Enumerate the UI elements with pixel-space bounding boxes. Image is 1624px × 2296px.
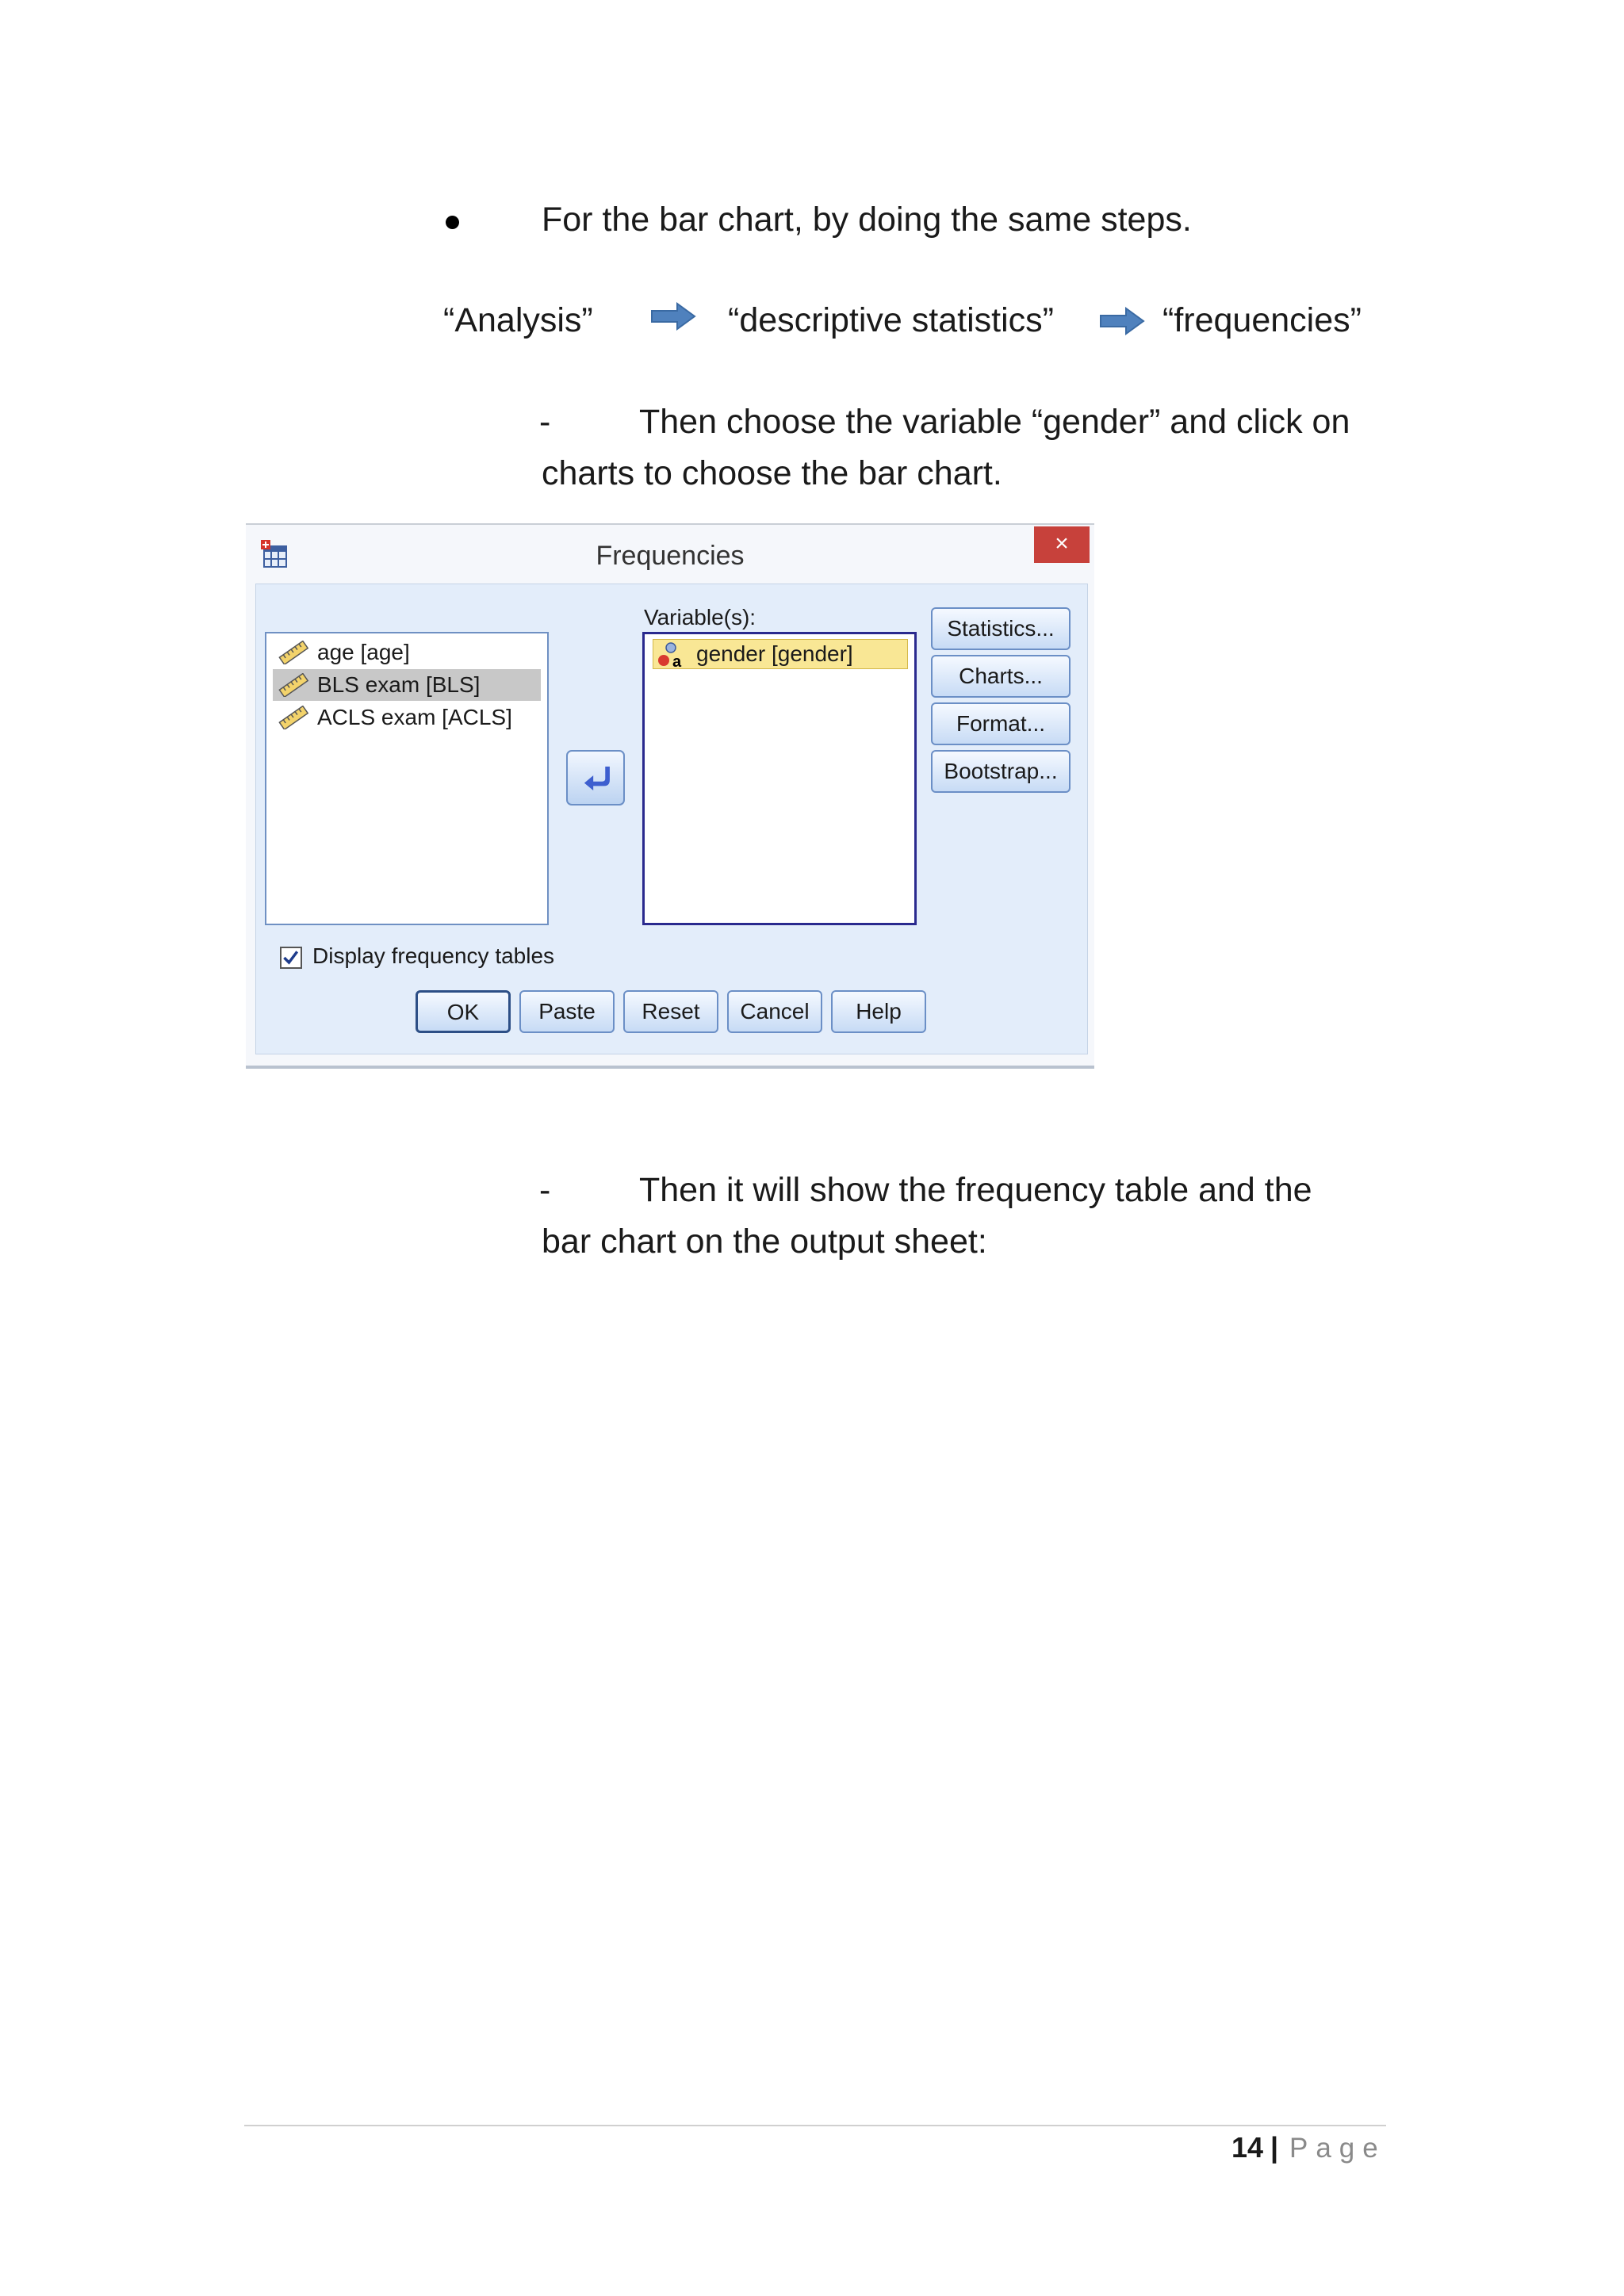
nominal-variable-icon [657, 641, 688, 668]
para2-line1: Then it will show the frequency table and the [639, 1171, 1312, 1209]
ok-button[interactable]: OK [416, 990, 511, 1033]
dash-marker: - [539, 403, 551, 441]
page-label: Page [1289, 2133, 1386, 2164]
move-variable-button[interactable] [566, 750, 625, 806]
para2-line2: bar chart on the output sheet: [542, 1223, 987, 1261]
list-item-label: ACLS exam [ACLS] [317, 705, 512, 729]
list-item-label: gender [gender] [696, 641, 853, 666]
variables-label: Variable(s): [644, 605, 756, 629]
list-item-label: age [age] [317, 640, 410, 664]
list-item[interactable] [273, 637, 541, 668]
scale-ruler-icon [278, 706, 309, 729]
dialog-title: Frequencies [596, 541, 745, 571]
list-item-label: BLS exam [BLS] [317, 672, 481, 697]
display-frequency-tables-checkbox[interactable] [280, 947, 302, 969]
checkbox-label: Display frequency tables [312, 943, 555, 968]
para1-line2: charts to choose the bar chart. [542, 454, 1002, 492]
right-arrow-icon [650, 301, 696, 331]
close-button[interactable]: × [1034, 526, 1090, 563]
checkmark-icon [282, 948, 301, 967]
bullet-icon [446, 216, 459, 229]
format-button[interactable]: Format... [931, 702, 1071, 745]
paste-button[interactable]: Paste [519, 990, 615, 1033]
scale-ruler-icon [278, 641, 309, 664]
step-analysis: “Analysis” [443, 301, 593, 339]
right-arrow-icon [1099, 306, 1145, 336]
move-arrow-icon [568, 752, 623, 804]
help-button[interactable]: Help [831, 990, 926, 1033]
target-variable-list[interactable] [642, 632, 917, 925]
list-item[interactable] [653, 639, 908, 669]
charts-button[interactable]: Charts... [931, 655, 1071, 698]
reset-button[interactable]: Reset [623, 990, 718, 1033]
step-descriptive: “descriptive statistics” [728, 301, 1054, 339]
page-separator: | [1270, 2131, 1279, 2164]
svg-text:a: a [672, 653, 682, 668]
list-item[interactable] [273, 669, 541, 701]
bullet-text: For the bar chart, by doing the same steps. [542, 201, 1192, 239]
cancel-button[interactable]: Cancel [727, 990, 822, 1033]
dialog-titlebar[interactable] [246, 525, 1094, 580]
dash-marker: - [539, 1171, 551, 1209]
statistics-button[interactable]: Statistics... [931, 607, 1071, 650]
para1-line1: Then choose the variable “gender” and click on [639, 403, 1350, 441]
bootstrap-button[interactable]: Bootstrap... [931, 750, 1071, 793]
list-item[interactable] [273, 702, 541, 733]
step-frequencies: “frequencies” [1162, 301, 1362, 339]
source-variable-list[interactable] [265, 632, 549, 925]
page-number: 14 [1231, 2131, 1264, 2164]
scale-ruler-icon [278, 673, 309, 697]
footer-divider [244, 2125, 1386, 2126]
